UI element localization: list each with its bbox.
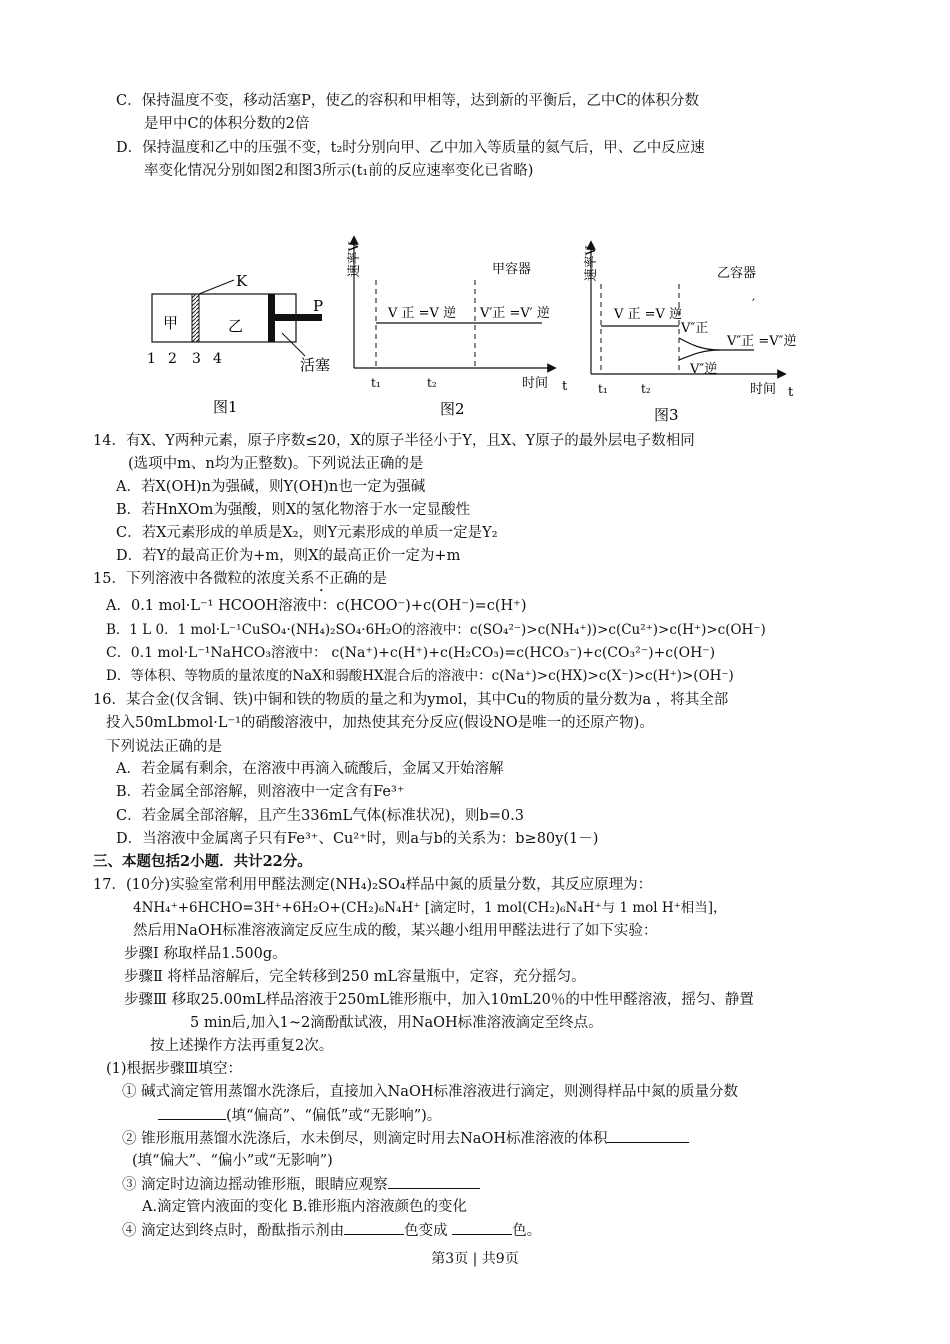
q13-option-c-line2: 是甲中C的体积分数的2倍 xyxy=(144,116,310,132)
q15-option-b: B．1 L 0．1 mol·L⁻¹CuSO₄·(NH₄)₂SO₄·6H₂O的溶液中：c(SO₄²⁻)>c(NH₄⁺))>c(Cu²⁺)>c(H⁺)>c(OH⁻) xyxy=(106,622,766,638)
q17-item-2-line2: (填“偏大”、“偏小”或“无影响”) xyxy=(132,1153,333,1169)
t2-label: t₂ xyxy=(427,376,437,390)
q15-option-c: C．0.1 mol·L⁻¹NaHCO₃溶液中： c(Na⁺)+c(H⁺)+c(H₂CO₃)=c(HCO₃⁻)+c(CO₃²⁻)+c(OH⁻) xyxy=(106,645,716,661)
q14-option-c: C．若X元素形成的单质是X₂，则Y元素形成的单质一定是Y₂ xyxy=(116,525,498,541)
answer-blank-3[interactable] xyxy=(388,1174,480,1189)
q17-step-2: 步骤Ⅱ 将样品溶解后，完全转移到250 mL容量瓶中，定容，充分摇匀。 xyxy=(124,969,586,985)
label-yi: 乙 xyxy=(228,317,244,335)
label-p: P xyxy=(313,297,324,315)
container-label: 甲容器 xyxy=(492,262,532,277)
q17-stem: 17．(10分)实验室常利用甲醛法测定(NH₄)₂SO₄样品中氮的质量分数，其反应原理为： xyxy=(93,877,653,893)
q17-item-1-line1: ① 碱式滴定管用蒸馏水洗涤后，直接加入NaOH标准溶液进行滴定，则测得样品中氮的质量分数 xyxy=(122,1084,738,1100)
figure-3-caption: 图3 xyxy=(654,406,679,424)
v-reverse-curve xyxy=(679,350,720,360)
eq-label-2: V″正 =V″逆 xyxy=(727,334,797,349)
partition-k xyxy=(192,294,199,342)
t-label: t xyxy=(788,385,794,400)
answer-blank-5[interactable] xyxy=(452,1220,512,1235)
q17-step-1: 步骤Ⅰ 称取样品1.500g。 xyxy=(124,946,287,962)
x-axis-label: 时间 xyxy=(750,382,777,397)
q15-option-a: A．0.1 mol·L⁻¹ HCOOH溶液中：c(HCOO⁻)+c(OH⁻)=c(H⁺) xyxy=(106,598,527,614)
figure-2 xyxy=(346,240,568,418)
emphasis-not: 不 xyxy=(314,571,329,587)
scale-1: 1 xyxy=(147,351,156,367)
q17-step-3-line1: 步骤Ⅲ 移取25.00mL样品溶液于250mL锥形瓶中，加入10mL20％的中性甲醛溶液，摇匀、静置 xyxy=(124,992,754,1008)
q15-option-d: D．等体积、等物质的量浓度的NaX和弱酸HX混合后的溶液中：c(Na⁺)>c(HX)>c(X⁻)>c(H⁺)>(OH⁻) xyxy=(106,668,734,684)
v-forward-label: V″正 xyxy=(681,321,709,336)
q17-item-2-line1: ② 锥形瓶用蒸馏水洗涤后，水未倒尽，则滴定时用去NaOH标准溶液的体积 xyxy=(122,1128,689,1149)
figures xyxy=(0,190,950,430)
t1-label: t₁ xyxy=(371,376,381,390)
eq-label-1: V 正 =V 逆 xyxy=(388,306,457,321)
q14-stem-line1: 14．有X、Y两种元素，原子序数≤20，X的原子半径小于Y，且X、Y原子的最外层电子数相同 xyxy=(93,433,695,449)
q17-repeat: 按上述操作方法再重复2次。 xyxy=(150,1038,334,1054)
piston-head xyxy=(268,294,275,342)
q17-sub-1: (1)根据步骤Ⅲ填空： xyxy=(106,1061,243,1077)
section-3-heading: 三、本题包括2小题．共计22分。 xyxy=(93,853,312,870)
scale-4: 4 xyxy=(213,351,222,367)
q16-option-a: A．若金属有剩余，在溶液中再滴入硫酸后，金属又开始溶解 xyxy=(116,761,504,777)
v-reverse-label: V″逆 xyxy=(690,362,718,377)
y-axis-label: 速率V xyxy=(584,246,599,282)
container-label: 乙容器 xyxy=(717,266,757,281)
scale-3: 3 xyxy=(192,351,201,367)
eq-label-1: V 正 =V 逆 xyxy=(614,307,683,322)
q17-item-1-line2: (填“偏高”、“偏低”或“无影响”)。 xyxy=(158,1105,441,1126)
q16-option-d: D．当溶液中金属离子只有Fe³⁺、Cu²⁺时，则a与b的关系为：b≥80y(1－) xyxy=(116,831,599,847)
figure-3 xyxy=(583,245,797,424)
q17-reaction: 4NH₄⁺+6HCHO=3H⁺+6H₂O+(CH₂)₆N₄H⁺ [滴定时，1 mol(CH₂)₆N₄H⁺与 1 mol H⁺相当]， xyxy=(133,900,727,916)
t1-label: t₁ xyxy=(598,382,608,396)
answer-blank-4[interactable] xyxy=(344,1220,404,1235)
label-jia: 甲 xyxy=(163,314,179,332)
q16-stem-line1: 16．某合金(仅含铜、铁)中铜和铁的物质的量之和为ymol，其中Cu的物质的量分数为a ，将其全部 xyxy=(93,692,729,708)
piston-rod xyxy=(275,314,322,321)
y-axis-label: 速率V xyxy=(347,242,362,278)
q13-option-d-line2: 率变化情况分别如图2和图3所示(t₁前的反应速率变化已省略) xyxy=(144,163,534,179)
figure-2-caption: 图2 xyxy=(440,400,465,418)
t2-label: t₂ xyxy=(641,382,651,396)
figure-1 xyxy=(147,272,330,416)
q14-stem-line2: (选项中m、n均为正整数)。下列说法正确的是 xyxy=(128,456,424,472)
q17-item-4: ④ 滴定达到终点时，酚酞指示剂由 色变成 色。 xyxy=(122,1220,541,1241)
eq-label-2: V′正 =V′ 逆 xyxy=(480,306,550,321)
v-forward-curve xyxy=(679,338,720,350)
q14-option-d: D．若Y的最高正价为+m，则X的最高正价一定为+m xyxy=(116,548,461,564)
page-footer: 第3页 | 共9页 xyxy=(431,1251,519,1267)
x-axis-label: 时间 xyxy=(522,376,549,391)
q16-option-c: C．若金属全部溶解，且产生336mL气体(标准状况)，则b=0.3 xyxy=(116,808,524,824)
answer-blank-2[interactable] xyxy=(607,1128,689,1143)
q13-option-d-line1: D．保持温度和乙中的压强不变，t₂时分别向甲、乙中加入等质量的氦气后，甲、乙中反应速 xyxy=(116,140,705,156)
q16-stem-line2: 投入50mLbmol·L⁻¹的硝酸溶液中，加热使其充分反应(假设NO是唯一的还原产物)。 xyxy=(106,715,654,731)
q17-item-3-line1: ③ 滴定时边滴边摇动锥形瓶，眼睛应观察 xyxy=(122,1174,480,1195)
scale-2: 2 xyxy=(168,351,177,367)
q17-step-3-line2: 5 min后,加入1~2滴酚酞试液，用NaOH标准溶液滴定至终点。 xyxy=(190,1015,603,1031)
q15-stem: 15．下列溶液中各微粒的浓度关系不正确的是 xyxy=(93,571,387,587)
q17-then: 然后用NaOH标准溶液滴定反应生成的酸，某兴趣小组用甲醛法进行了如下实验： xyxy=(133,923,658,939)
q13-option-c-line1: C．保持温度不变，移动活塞P，使乙的容积和甲相等，达到新的平衡后，乙中C的体积分数 xyxy=(116,93,699,109)
q16-option-b: B．若金属全部溶解，则溶液中一定含有Fe³⁺ xyxy=(116,784,405,800)
label-piston: 活塞 xyxy=(300,356,331,374)
q14-option-a: A．若X(OH)n为强碱，则Y(OH)n也一定为强碱 xyxy=(116,479,426,495)
answer-blank-1[interactable] xyxy=(158,1105,226,1120)
q14-option-b: B．若HnXOm为强酸，则X的氢化物溶于水一定显酸性 xyxy=(116,502,471,518)
prime-mark: ′ xyxy=(752,297,755,312)
t-label: t xyxy=(562,379,568,394)
q16-stem-line3: 下列说法正确的是 xyxy=(106,739,222,755)
figure-1-caption: 图1 xyxy=(213,398,238,416)
label-k: K xyxy=(236,272,248,290)
q17-item-3-options: A.滴定管内液面的变化 B.锥形瓶内溶液颜色的变化 xyxy=(142,1199,467,1215)
